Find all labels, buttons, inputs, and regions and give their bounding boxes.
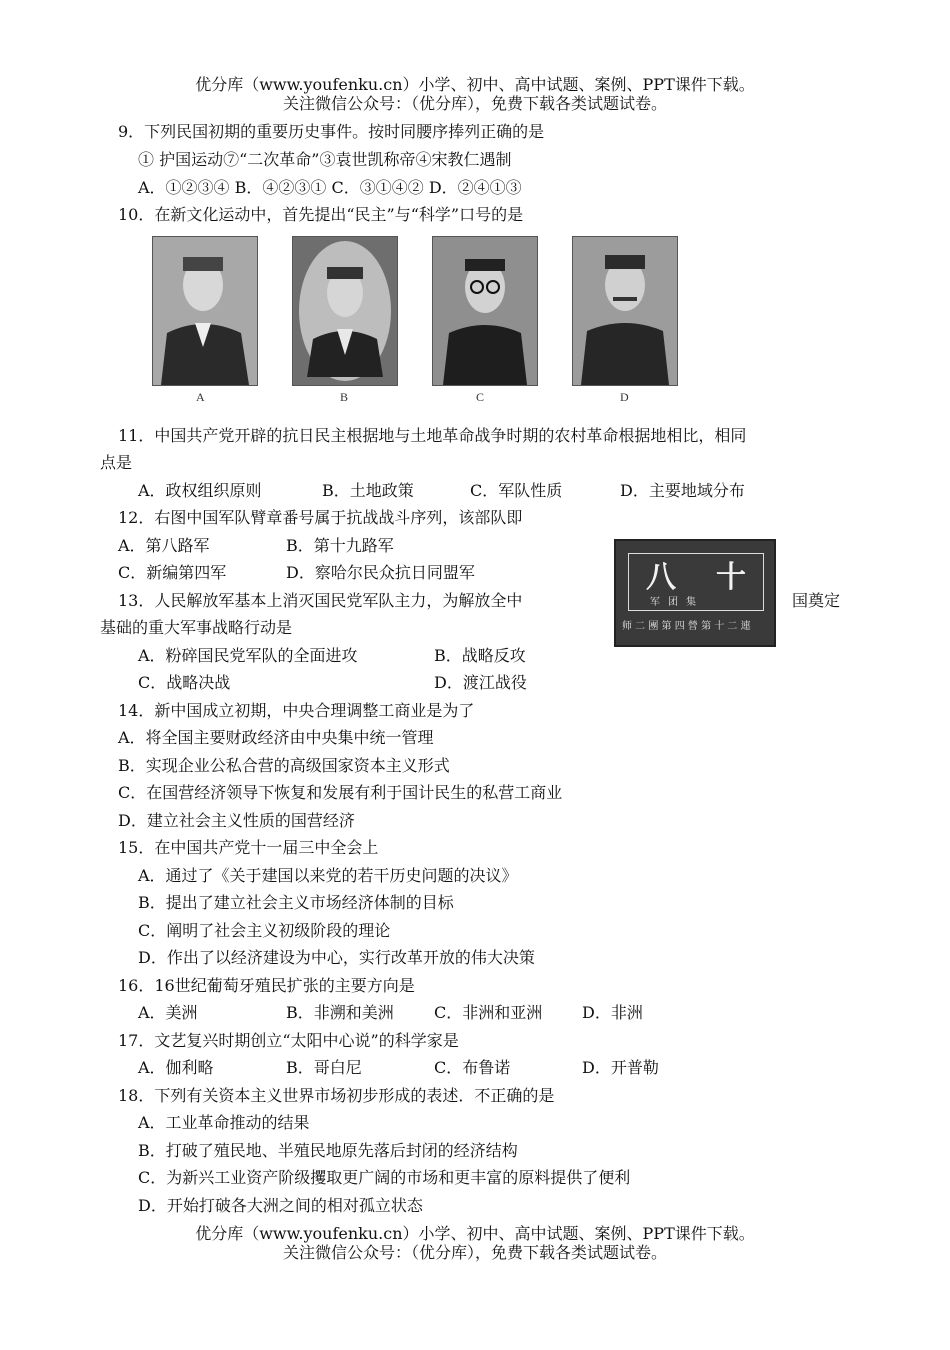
badge-unit-text: 师 二 團 第 四 營 第 十 二 連 [622,621,751,632]
header-line-2: 关注微信公众号：（优分库），免费下载各类试题试卷。 [282,94,667,113]
q18-option-d: D．开始打破各大洲之间的相对孤立状态 [138,1196,423,1215]
badge-char-shi: 十 [716,560,746,595]
portrait-c-icon [433,237,537,385]
q15-option-c: C．阐明了社会主义初级阶段的理论 [138,921,391,940]
q17-option-a: A．伽利略 [138,1058,214,1077]
q15-option-b: B．提出了建立社会主义市场经济体制的目标 [138,893,454,912]
portrait-d-icon [573,237,677,385]
q14-option-d: D．建立社会主义性质的国营经济 [118,811,355,830]
q12-option-b: B．第十九路军 [286,536,394,555]
portrait-photo-c [432,236,538,386]
badge-mid-text: 军团集 [650,597,704,608]
q11-option-b: B．土地政策 [322,481,414,500]
portrait-a-icon [153,237,257,385]
q18-stem: 18．下列有关资本主义世界市场初步形成的表述．不正确的是 [118,1086,555,1105]
photo-label-d: D [620,390,629,404]
q12-option-c: C．新编第四军 [118,563,227,582]
portrait-photo-b [292,236,398,386]
q13-option-b: B．战略反攻 [434,646,526,665]
q13-stem-left: 13．人民解放军基本上消灭国民党军队主力，为解放全中 [118,591,523,610]
q16-option-c: C．非洲和亚洲 [434,1003,543,1022]
q13-option-c: C．战略决战 [138,673,231,692]
header-line-1: 优分库（www.youfenku.cn）小学、初中、高中试题、案例、PPT课件下载。 [195,75,755,94]
q17-option-c: C．布鲁诺 [434,1058,511,1077]
q14-option-b: B．实现企业公私合营的高级国家资本主义形式 [118,756,450,775]
q12-stem: 12．右图中国军队臂章番号属于抗战战斗序列，该部队即 [118,508,523,527]
q9-items: ① 护国运动⑦“二次革命”③袁世凯称帝④宋教仁遇制 [138,150,512,169]
q11-option-a: A．政权组织原则 [138,481,262,500]
footer-line-1: 优分库（www.youfenku.cn）小学、初中、高中试题、案例、PPT课件下载。 [195,1224,755,1243]
q15-stem: 15．在中国共产党十一届三中全会上 [118,838,379,857]
q11-option-c: C．军队性质 [470,481,563,500]
q11-stem-line-2: 点是 [100,453,133,472]
photo-label-a: A [196,390,205,404]
q13-stem-line-2: 基础的重大军事战略行动是 [100,618,293,637]
q12-option-a: A．第八路军 [118,536,210,555]
q12-option-d: D．察哈尔民众抗日同盟军 [286,563,475,582]
q16-option-b: B．非溯和美洲 [286,1003,394,1022]
footer-line-2: 关注微信公众号：（优分库），免费下载各类试题试卷。 [282,1243,667,1262]
q18-option-c: C．为新兴工业资产阶级攫取更广阔的市场和更丰富的原料提供了便利 [138,1168,631,1187]
q11-stem-line-1: 11．中国共产党开辟的抗日民主根据地与土地革命战争时期的农村革命根据地相比，相同 [118,426,747,445]
q16-stem: 16．16世纪葡萄牙殖民扩张的主要方向是 [118,976,415,995]
q18-option-a: A．工业革命推动的结果 [138,1113,310,1132]
armband-badge-image [614,539,776,647]
q14-option-a: A．将全国主要财政经济由中央集中统一管理 [118,728,434,747]
portrait-b-icon [293,237,397,385]
q16-option-a: A．美洲 [138,1003,198,1022]
q13-option-a: A．粉碎国民党军队的全面进攻 [138,646,358,665]
q17-option-b: B．哥白尼 [286,1058,362,1077]
q10-stem: 10．在新文化运动中，首先提出“民主”与“科学”口号的是 [118,205,524,224]
q14-stem: 14．新中国成立初期，中央合理调整工商业是为了 [118,701,475,720]
q16-option-d: D．非洲 [582,1003,643,1022]
q15-option-d: D．作出了以经济建设为中心，实行改革开放的伟大决策 [138,948,535,967]
q11-option-d: D．主要地域分布 [620,481,745,500]
q14-option-c: C．在国营经济领导下恢复和发展有利于国计民生的私营工商业 [118,783,563,802]
badge-char-ba: 八 [646,560,676,595]
photo-label-b: B [340,390,349,404]
q18-option-b: B．打破了殖民地、半殖民地原先落后封闭的经济结构 [138,1141,518,1160]
q17-option-d: D．开普勒 [582,1058,659,1077]
q9-options: A．①②③④ B．④②③① C．③①④② D．②④①③ [138,178,522,197]
portrait-photo-d [572,236,678,386]
q17-stem: 17．文艺复兴时期创立“太阳中心说”的科学家是 [118,1031,459,1050]
q9-stem: 9．下列民国初期的重要历史事件。按时同腰序捧列正确的是 [118,122,545,141]
photo-label-c: C [476,390,485,404]
q15-option-a: A．通过了《关于建国以来党的若干历史问题的决议》 [138,866,518,885]
portrait-photo-a [152,236,258,386]
q13-option-d: D．渡江战役 [434,673,527,692]
q13-stem-right: 国奠定 [792,591,841,610]
